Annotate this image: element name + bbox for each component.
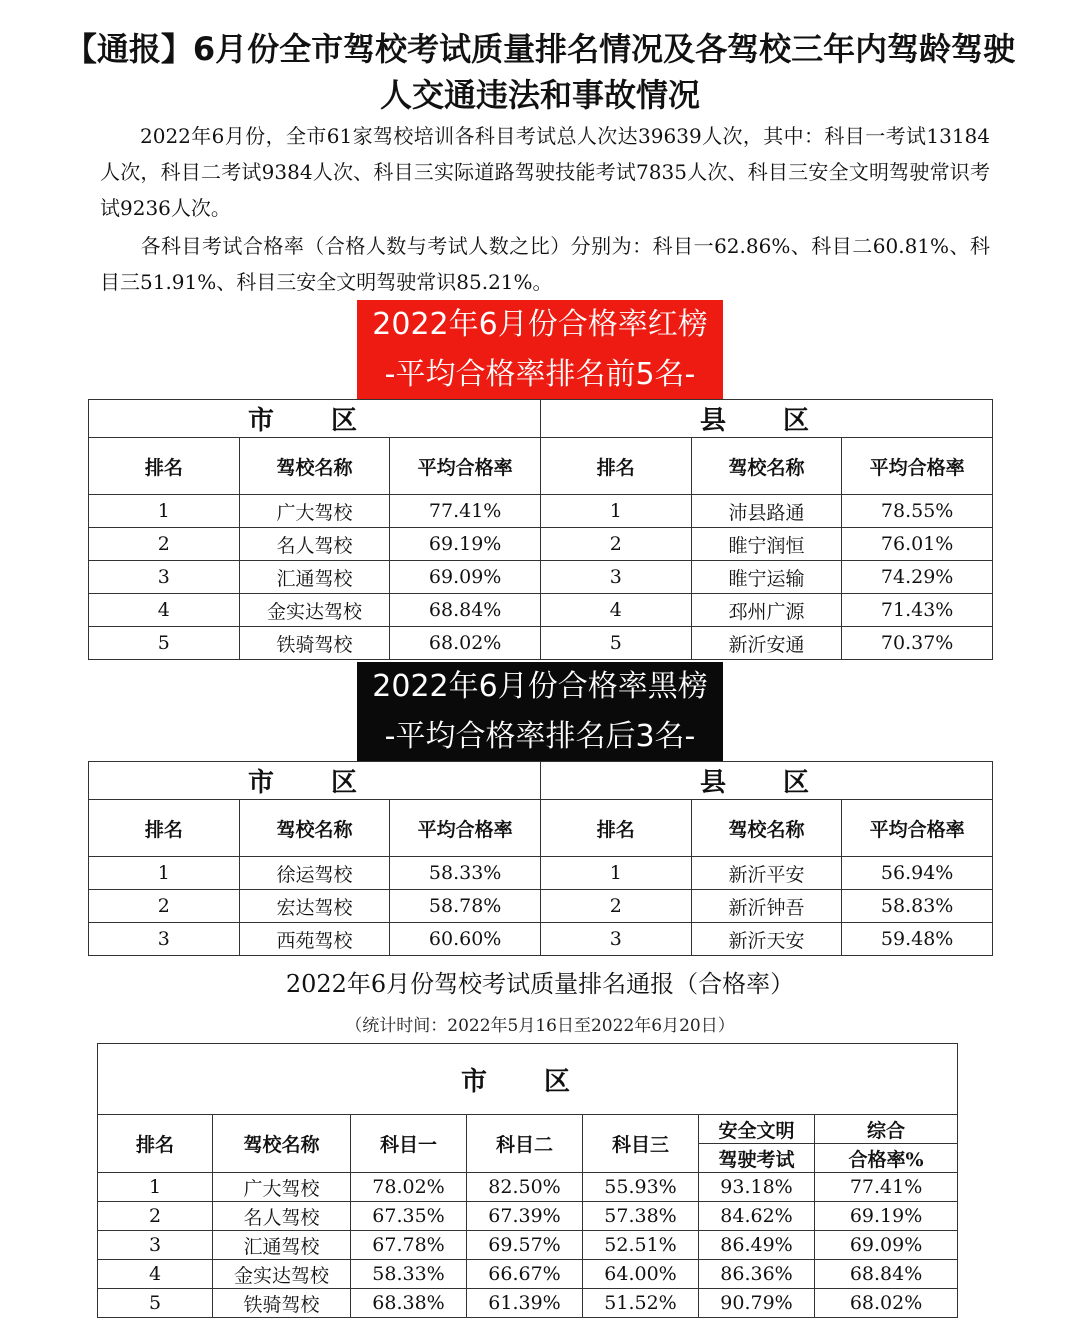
cell-rank: 4 [98, 1260, 213, 1289]
cell-rate: 78.55% [842, 495, 993, 528]
report-area-header: 市 区 [98, 1044, 958, 1115]
table-row [89, 890, 993, 923]
black-list-title: 2022年6月份合格率黑榜 [372, 669, 708, 704]
table-row [98, 1202, 958, 1231]
cell-rank: 2 [89, 890, 240, 923]
school-header: 驾校名称 [691, 800, 842, 857]
cell-rate: 58.83% [842, 890, 993, 923]
summary-paragraph [100, 118, 990, 226]
cell-rank: 3 [98, 1231, 213, 1260]
cell-school: 新沂安通 [691, 627, 842, 660]
rate-header: 平均合格率 [390, 800, 541, 857]
cell-rate: 68.84% [390, 594, 541, 627]
black-list-banner [357, 662, 723, 762]
cell-rank: 4 [540, 594, 691, 627]
cell-rank: 1 [89, 857, 240, 890]
summary-text: 2022年6月份，全市61家驾校培训各科目考试总人次达39639人次，其中：科目一考试13184人次，科目二考试9384人次、科目三实际道路驾驶技能考试7835人次、科目三安全文明驾驶常识考试9236人次。 [100, 124, 990, 220]
cell-rank: 5 [98, 1289, 213, 1318]
cell-total: 68.02% [815, 1289, 958, 1318]
table-row [98, 1173, 958, 1202]
cell-rank: 3 [89, 561, 240, 594]
cell-safety: 93.18% [699, 1173, 815, 1202]
cell-rate: 70.37% [842, 627, 993, 660]
total-header-line1: 综合 [815, 1115, 958, 1144]
cell-rank: 3 [540, 923, 691, 956]
cell-subject1: 78.02% [351, 1173, 467, 1202]
cell-rank: 1 [89, 495, 240, 528]
cell-rank: 5 [89, 627, 240, 660]
cell-rank: 2 [89, 528, 240, 561]
cell-subject3: 52.51% [583, 1231, 699, 1260]
cell-total: 68.84% [815, 1260, 958, 1289]
report-period-note: （统计时间：2022年5月16日至2022年6月20日） [345, 1016, 735, 1036]
cell-school: 铁骑驾校 [239, 627, 390, 660]
cell-safety: 90.79% [699, 1289, 815, 1318]
cell-rank: 2 [540, 890, 691, 923]
cell-rate: 68.02% [390, 627, 541, 660]
black-list-subtitle: -平均合格率排名后3名- [384, 719, 696, 754]
cell-rate: 74.29% [842, 561, 993, 594]
cell-rate: 69.09% [390, 561, 541, 594]
table-row [98, 1231, 958, 1260]
school-header: 驾校名称 [239, 438, 390, 495]
city-area-header: 市 区 [89, 400, 541, 438]
subject2-header: 科目二 [467, 1115, 583, 1173]
cell-rank: 5 [540, 627, 691, 660]
red-list-subtitle: -平均合格率排名前5名- [384, 357, 696, 392]
table-row [89, 561, 993, 594]
cell-rank: 1 [98, 1173, 213, 1202]
cell-total: 77.41% [815, 1173, 958, 1202]
county-area-header: 县 区 [540, 762, 992, 800]
cell-school: 沛县路通 [691, 495, 842, 528]
report-title: 2022年6月份驾校考试质量排名通报（合格率） [285, 970, 795, 998]
cell-subject3: 51.52% [583, 1289, 699, 1318]
cell-school: 金实达驾校 [213, 1260, 351, 1289]
black-list-table [88, 761, 993, 956]
pass-rate-paragraph [100, 228, 990, 300]
rank-header: 排名 [540, 800, 691, 857]
table-row [98, 1260, 958, 1289]
cell-total: 69.19% [815, 1202, 958, 1231]
subject1-header: 科目一 [351, 1115, 467, 1173]
cell-subject1: 67.78% [351, 1231, 467, 1260]
cell-school: 宏达驾校 [239, 890, 390, 923]
cell-school: 名人驾校 [213, 1202, 351, 1231]
report-table [97, 1043, 958, 1318]
cell-rate: 60.60% [390, 923, 541, 956]
cell-school: 铁骑驾校 [213, 1289, 351, 1318]
table-row [89, 594, 993, 627]
table-row [98, 1289, 958, 1318]
rate-header: 平均合格率 [842, 438, 993, 495]
cell-school: 西苑驾校 [239, 923, 390, 956]
table-row [89, 923, 993, 956]
cell-total: 69.09% [815, 1231, 958, 1260]
cell-school: 汇通驾校 [213, 1231, 351, 1260]
cell-school: 睢宁润恒 [691, 528, 842, 561]
rate-header: 平均合格率 [842, 800, 993, 857]
subject3-header: 科目三 [583, 1115, 699, 1173]
cell-rank: 4 [89, 594, 240, 627]
rank-header: 排名 [540, 438, 691, 495]
cell-subject2: 69.57% [467, 1231, 583, 1260]
cell-rank: 1 [540, 495, 691, 528]
cell-safety: 86.36% [699, 1260, 815, 1289]
cell-safety: 86.49% [699, 1231, 815, 1260]
cell-subject2: 82.50% [467, 1173, 583, 1202]
cell-school: 汇通驾校 [239, 561, 390, 594]
school-header: 驾校名称 [213, 1115, 351, 1173]
page-title: 【通报】6月份全市驾校考试质量排名情况及各驾校三年内驾龄驾驶人交通违法和事故情况 [64, 30, 1016, 114]
cell-school: 新沂平安 [691, 857, 842, 890]
cell-school: 睢宁运输 [691, 561, 842, 594]
cell-school: 名人驾校 [239, 528, 390, 561]
cell-rate: 58.33% [390, 857, 541, 890]
county-area-header: 县 区 [540, 400, 992, 438]
cell-rate: 71.43% [842, 594, 993, 627]
cell-rank: 1 [540, 857, 691, 890]
school-header: 驾校名称 [239, 800, 390, 857]
table-row [89, 857, 993, 890]
cell-rate: 59.48% [842, 923, 993, 956]
cell-school: 广大驾校 [213, 1173, 351, 1202]
table-row [89, 627, 993, 660]
cell-school: 邳州广源 [691, 594, 842, 627]
cell-rank: 2 [540, 528, 691, 561]
red-list-title: 2022年6月份合格率红榜 [372, 307, 708, 342]
cell-school: 新沂钟吾 [691, 890, 842, 923]
cell-rate: 77.41% [390, 495, 541, 528]
cell-rate: 69.19% [390, 528, 541, 561]
red-list-banner [357, 300, 723, 400]
cell-subject2: 61.39% [467, 1289, 583, 1318]
cell-rate: 58.78% [390, 890, 541, 923]
cell-subject2: 66.67% [467, 1260, 583, 1289]
cell-safety: 84.62% [699, 1202, 815, 1231]
cell-subject1: 58.33% [351, 1260, 467, 1289]
rank-header: 排名 [98, 1115, 213, 1173]
cell-school: 金实达驾校 [239, 594, 390, 627]
cell-subject2: 67.39% [467, 1202, 583, 1231]
rank-header: 排名 [89, 438, 240, 495]
cell-subject3: 57.38% [583, 1202, 699, 1231]
cell-subject3: 55.93% [583, 1173, 699, 1202]
school-header: 驾校名称 [691, 438, 842, 495]
cell-rank: 3 [540, 561, 691, 594]
safety-header-line2: 驾驶考试 [699, 1144, 815, 1173]
cell-rate: 76.01% [842, 528, 993, 561]
city-area-header: 市 区 [89, 762, 541, 800]
table-row [89, 495, 993, 528]
cell-rate: 56.94% [842, 857, 993, 890]
safety-header-line1: 安全文明 [699, 1115, 815, 1144]
table-row [89, 528, 993, 561]
cell-school: 广大驾校 [239, 495, 390, 528]
rate-header: 平均合格率 [390, 438, 541, 495]
cell-rank: 3 [89, 923, 240, 956]
cell-subject3: 64.00% [583, 1260, 699, 1289]
cell-school: 新沂天安 [691, 923, 842, 956]
cell-subject1: 68.38% [351, 1289, 467, 1318]
cell-rank: 2 [98, 1202, 213, 1231]
cell-school: 徐运驾校 [239, 857, 390, 890]
total-header-line2: 合格率% [815, 1144, 958, 1173]
rank-header: 排名 [89, 800, 240, 857]
red-list-table [88, 399, 993, 660]
cell-subject1: 67.35% [351, 1202, 467, 1231]
pass-rate-text: 各科目考试合格率（合格人数与考试人数之比）分别为：科目一62.86%、科目二60.81%、科目三51.91%、科目三安全文明驾驶常识85.21%。 [100, 234, 990, 294]
